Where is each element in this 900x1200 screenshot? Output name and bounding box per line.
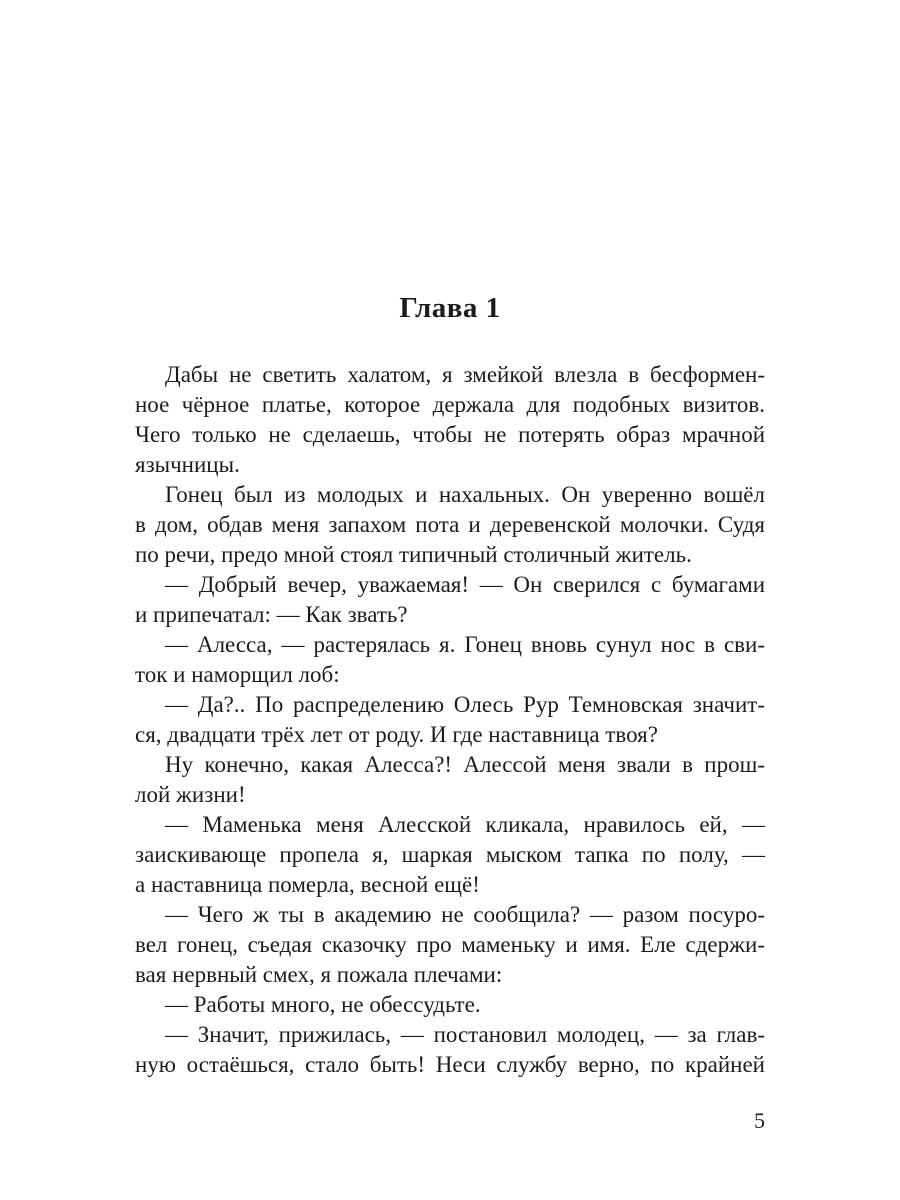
text-line: вел гонец, съедая сказочку про маменьку и имя. Еле сдержи- [135, 932, 765, 957]
text-line: ся, двадцати трёх лет от роду. И где наставница твоя? [135, 722, 658, 747]
text-line: и припечатал: — Как звать? [135, 602, 408, 627]
text-line: Чего только не сделаешь, чтобы не потерять образ мрачной [135, 422, 765, 447]
chapter-title: Глава 1 [399, 292, 501, 324]
paragraph [135, 480, 765, 570]
text-line: — Добрый вечер, уважаемая! — Он сверился с бумагами [165, 572, 765, 597]
text-line: а наставница померла, весной ещё! [135, 872, 480, 897]
text-line: по речи, предо мной стоял типичный столичный житель. [135, 542, 692, 567]
text-line: вая нервный смех, я пожала плечами: [135, 962, 503, 987]
paragraph [135, 570, 765, 630]
text-line: Гонец был из молодых и нахальных. Он уверенно вошёл [165, 482, 765, 507]
paragraph [135, 630, 765, 690]
text-line: Ну конечно, какая Алесса?! Алессой меня звали в прош- [165, 752, 765, 777]
text-line: — Алесса, — растерялась я. Гонец вновь сунул нос в сви- [165, 632, 765, 657]
text-line: — Да?.. По распределению Олесь Рур Темновская значит- [165, 692, 765, 717]
paragraph [135, 810, 765, 900]
text-line: Дабы не светить халатом, я змейкой влезла в бесформен- [165, 362, 765, 387]
text-line: — Работы много, не обессудьте. [165, 992, 481, 1017]
text-line: ток и наморщил лоб: [135, 662, 340, 687]
text-line: — Значит, прижилась, — постановил молодец, — за глав- [165, 1022, 765, 1047]
paragraph [135, 900, 765, 990]
text-line: ную остаёшься, стало быть! Неси службу верно, по крайней [135, 1052, 765, 1077]
chapter-body [135, 360, 765, 1080]
text-line: язычницы. [135, 452, 240, 477]
paragraph [135, 990, 765, 1020]
paragraph [135, 750, 765, 810]
text-line: заискивающе пропела я, шаркая мыском тапка по полу, — [135, 842, 765, 867]
page-number: 5 [754, 1108, 765, 1133]
text-line: ное чёрное платье, которое держала для подобных визитов. [135, 392, 765, 417]
paragraph [135, 1020, 765, 1080]
paragraph [135, 360, 765, 480]
text-line: лой жизни! [135, 782, 246, 807]
text-line: — Чего ж ты в академию не сообщила? — разом посуро- [165, 902, 765, 927]
paragraph [135, 690, 765, 750]
text-line: в дом, обдав меня запахом пота и деревенской молочки. Судя [135, 512, 765, 537]
text-line: — Маменька меня Алесской кликала, нравилось ей, — [165, 812, 765, 837]
